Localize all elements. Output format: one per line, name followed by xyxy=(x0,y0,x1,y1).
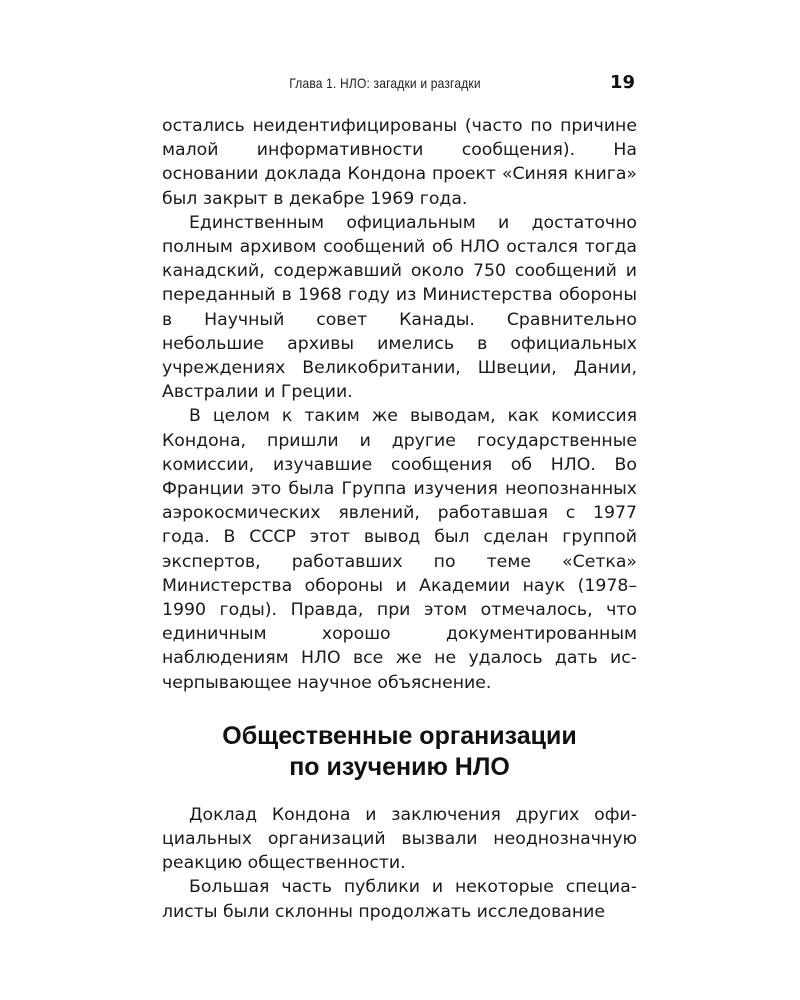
section-heading xyxy=(162,721,637,783)
chapter-title: Глава 1. НЛО: загадки и разгадки xyxy=(289,75,481,91)
section-heading-line: по изучению НЛО xyxy=(289,752,510,781)
paragraph: Доклад Кондона и заключения других официальных организаций вызвали неоднозначную реакцию общественности. xyxy=(162,804,637,874)
running-header xyxy=(160,72,635,94)
paragraph: В целом к таким же выводам, как комиссия Кондона, пришли и другие государственные комиссии, изучавшие сообщения об НЛО. Во Франции это была Группа изучения неопознанных аэрокосмических явлений, работавшая с 1977 года. В СССР этот вывод был сделан группой экспертов, работавших по теме «Сетка» Министерства обороны и Академии наук (1978–1990 годы). Правда, при этом отмечалось, что единичным хорошо документированным наблюдениям НЛО все же не удалось дать исчерпывающее научное объяснение. xyxy=(162,406,637,693)
paragraph: Единственным официальным и достаточно полным архивом сообщений об НЛО остался тогда канадский, содержавший около 750 сообщений и переданный в 1968 году из Министерства обороны в Научный совет Канады. Сравнительно небольшие архивы имелись в официальных учреждениях Великобритании, Швеции, Дании, Австралии и Греции. xyxy=(162,212,637,403)
page-number: 19 xyxy=(609,72,635,93)
body-text xyxy=(162,114,637,924)
section-heading-line: Общественные организации xyxy=(222,721,577,750)
paragraph: Большая часть публики и некоторые специалисты были склонны продолжать исследование xyxy=(162,877,637,922)
paragraph: остались неидентифицированы (часто по причине малой информативности сообщения). На основании доклада Кондона проект «Синяя книга» был закрыт в декабре 1969 года. xyxy=(162,116,637,209)
